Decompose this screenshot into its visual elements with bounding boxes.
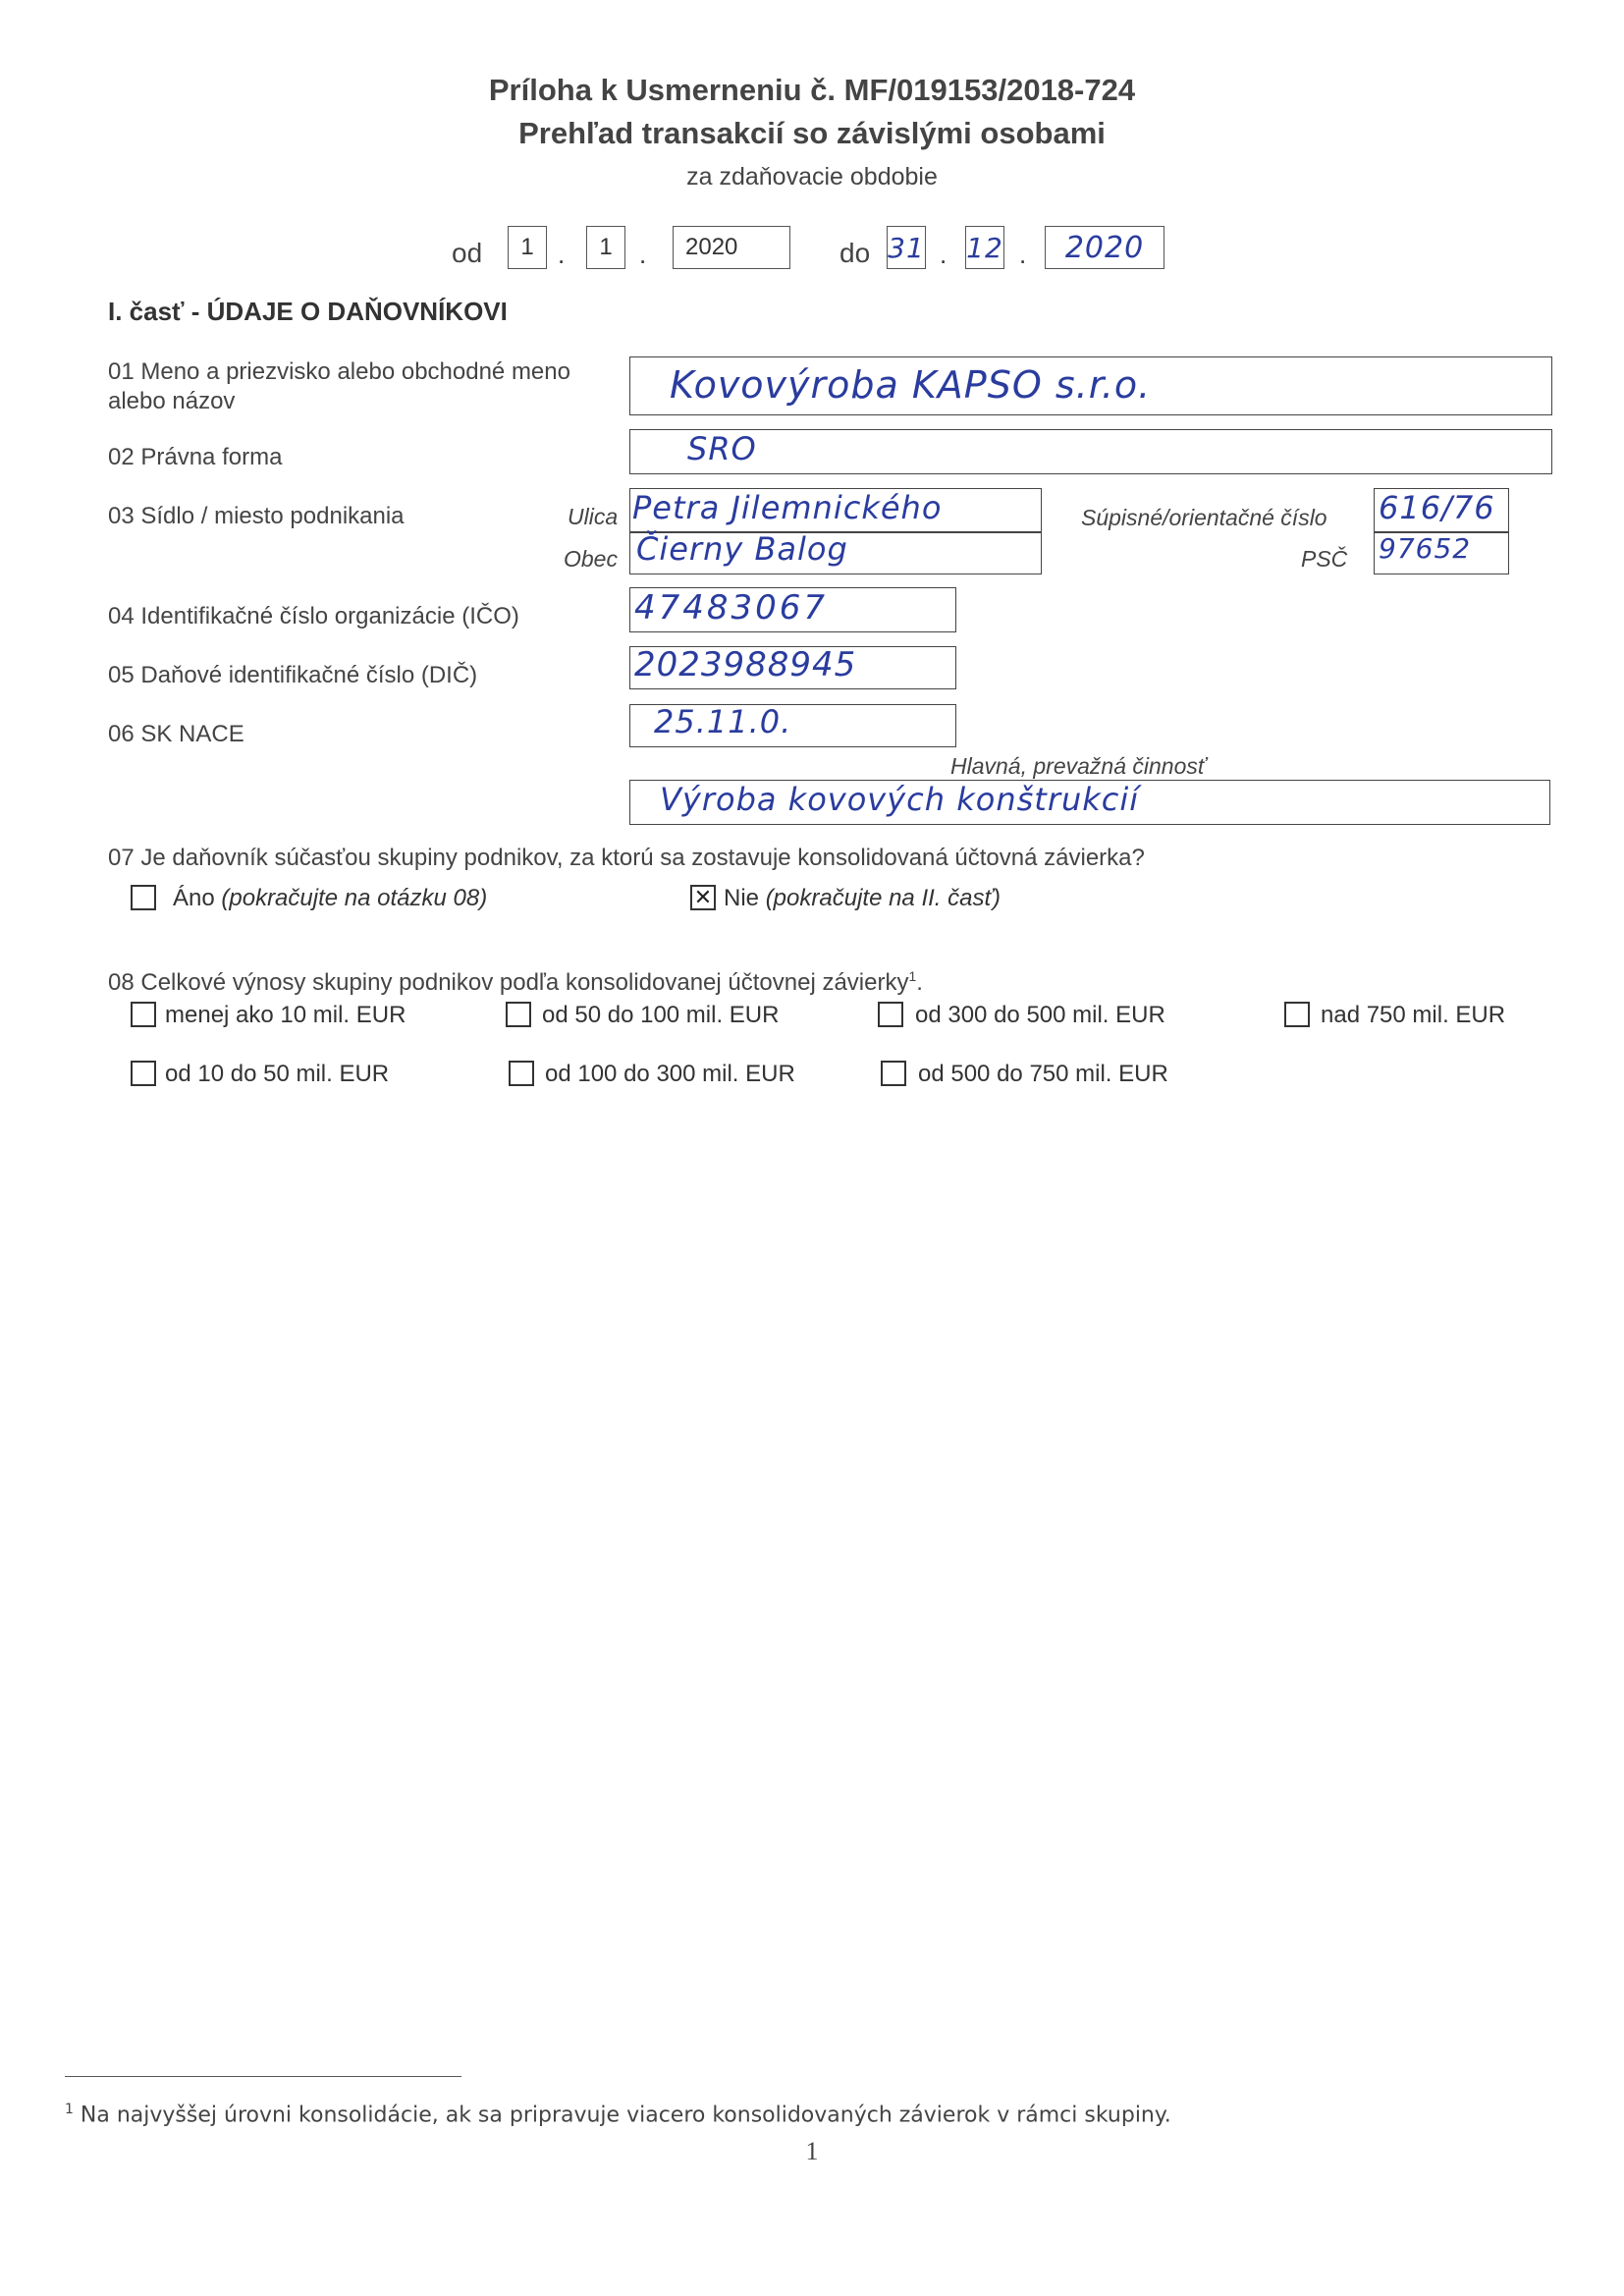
check-mark-icon: ✕ bbox=[693, 885, 713, 909]
period-to-label: do bbox=[839, 238, 871, 268]
footnote-text: Na najvyššej úrovni konsolidácie, ak sa pripravuje viacero konsolidovaných závierok v rámci skupiny. bbox=[80, 2103, 1171, 2128]
q07-yes-label: Áno bbox=[173, 885, 215, 911]
footnote-number: 1 bbox=[65, 2102, 74, 2117]
footnote bbox=[65, 2102, 1171, 2127]
q08-option-checkbox[interactable] bbox=[881, 1061, 906, 1086]
q08-option-checkbox[interactable] bbox=[131, 1002, 156, 1027]
question-08-end: . bbox=[916, 969, 923, 996]
activity-value: Výroba kovových konštrukcií bbox=[660, 781, 1140, 818]
period-separator: . bbox=[1019, 240, 1027, 269]
q07-no-checkbox[interactable] bbox=[690, 885, 716, 910]
field-06-label: 06 SK NACE bbox=[108, 721, 244, 747]
field-05-value: 2023988945 bbox=[634, 645, 857, 684]
activity-input[interactable] bbox=[629, 780, 1550, 825]
q08-option-checkbox[interactable] bbox=[506, 1002, 531, 1027]
field-05-input[interactable] bbox=[629, 646, 956, 689]
field-02-input[interactable] bbox=[629, 429, 1552, 474]
psc-label: PSČ bbox=[1301, 546, 1348, 572]
number-value: 616/76 bbox=[1379, 489, 1495, 526]
town-input[interactable] bbox=[629, 531, 1042, 574]
page-title: Príloha k Usmerneniu č. MF/019153/2018-724 bbox=[488, 73, 1136, 107]
page-subtitle: Prehľad transakcií so závislými osobami bbox=[518, 116, 1106, 150]
q07-yes-option bbox=[173, 885, 487, 912]
q08-option-label: od 300 do 500 mil. EUR bbox=[915, 1002, 1165, 1028]
q08-option-label: od 50 do 100 mil. EUR bbox=[542, 1002, 780, 1028]
question-08-text: 08 Celkové výnosy skupiny podnikov podľa konsolidovanej účtovnej závierky bbox=[108, 969, 909, 996]
street-input[interactable] bbox=[629, 488, 1042, 533]
q07-no-note: (pokračujte na II. časť) bbox=[765, 885, 1001, 911]
psc-value: 97652 bbox=[1379, 532, 1472, 565]
period-separator: . bbox=[940, 240, 947, 269]
number-label: Súpisné/orientačné číslo bbox=[1081, 505, 1327, 530]
period-separator: . bbox=[558, 240, 566, 269]
town-label: Obec bbox=[564, 546, 618, 572]
field-04-input[interactable] bbox=[629, 587, 956, 632]
page-number: 1 bbox=[805, 2137, 819, 2165]
section-title: I. časť - ÚDAJE O DAŇOVNÍKOVI bbox=[108, 297, 508, 326]
period-to-year[interactable]: 2020 bbox=[1045, 226, 1164, 269]
field-01-value: Kovovýroba KAPSO s.r.o. bbox=[670, 363, 1152, 407]
q07-yes-note: (pokračujte na otázku 08) bbox=[221, 885, 488, 911]
q08-option-label: od 500 do 750 mil. EUR bbox=[918, 1061, 1168, 1087]
field-02-label: 02 Právna forma bbox=[108, 444, 283, 470]
period-from-year[interactable]: 2020 bbox=[673, 226, 790, 269]
period-from-day[interactable]: 1 bbox=[508, 226, 547, 269]
period-to-day[interactable]: 31 bbox=[887, 226, 926, 269]
question-08 bbox=[108, 968, 1581, 997]
q08-option-checkbox[interactable] bbox=[131, 1061, 156, 1086]
activity-label: Hlavná, prevažná činnosť bbox=[950, 753, 1207, 779]
q08-option-checkbox[interactable] bbox=[1284, 1002, 1310, 1027]
psc-input[interactable] bbox=[1374, 531, 1509, 574]
field-04-label: 04 Identifikačné číslo organizácie (IČO) bbox=[108, 603, 519, 629]
street-value: Petra Jilemnického bbox=[632, 489, 943, 526]
street-label: Ulica bbox=[568, 504, 619, 529]
question-07: 07 Je daňovník súčasťou skupiny podnikov, za ktorú sa zostavuje konsolidovaná účtovná závierka? bbox=[108, 845, 1145, 871]
field-06-input[interactable] bbox=[629, 704, 956, 747]
q08-option-label: nad 750 mil. EUR bbox=[1321, 1002, 1506, 1028]
footnote-ref: 1 bbox=[908, 968, 917, 984]
period-from-label: od bbox=[452, 238, 483, 268]
q08-option-label: menej ako 10 mil. EUR bbox=[165, 1002, 406, 1028]
field-04-value: 47483067 bbox=[634, 588, 829, 628]
period-to-month[interactable]: 12 bbox=[965, 226, 1004, 269]
field-05-label: 05 Daňové identifikačné číslo (DIČ) bbox=[108, 662, 478, 688]
period-caption: za zdaňovacie obdobie bbox=[686, 163, 938, 191]
q08-option-checkbox[interactable] bbox=[878, 1002, 903, 1027]
field-06-value: 25.11.0. bbox=[654, 703, 792, 740]
q08-option-label: od 10 do 50 mil. EUR bbox=[165, 1061, 390, 1087]
field-01-label: 01 Meno a priezvisko alebo obchodné meno alebo názov bbox=[108, 358, 570, 414]
q07-no-option bbox=[724, 885, 1001, 912]
town-value: Čierny Balog bbox=[636, 530, 848, 568]
q08-option-checkbox[interactable] bbox=[509, 1061, 534, 1086]
field-02-value: SRO bbox=[687, 430, 757, 467]
q07-no-label: Nie bbox=[724, 885, 760, 911]
period-separator: . bbox=[639, 240, 647, 269]
q08-option-label: od 100 do 300 mil. EUR bbox=[545, 1061, 795, 1087]
q07-yes-checkbox[interactable] bbox=[131, 885, 156, 910]
field-01-input[interactable] bbox=[629, 356, 1552, 415]
field-03-label: 03 Sídlo / miesto podnikania bbox=[108, 503, 405, 529]
period-from-month[interactable]: 1 bbox=[586, 226, 625, 269]
number-input[interactable] bbox=[1374, 488, 1509, 533]
footnote-divider bbox=[65, 2076, 461, 2077]
